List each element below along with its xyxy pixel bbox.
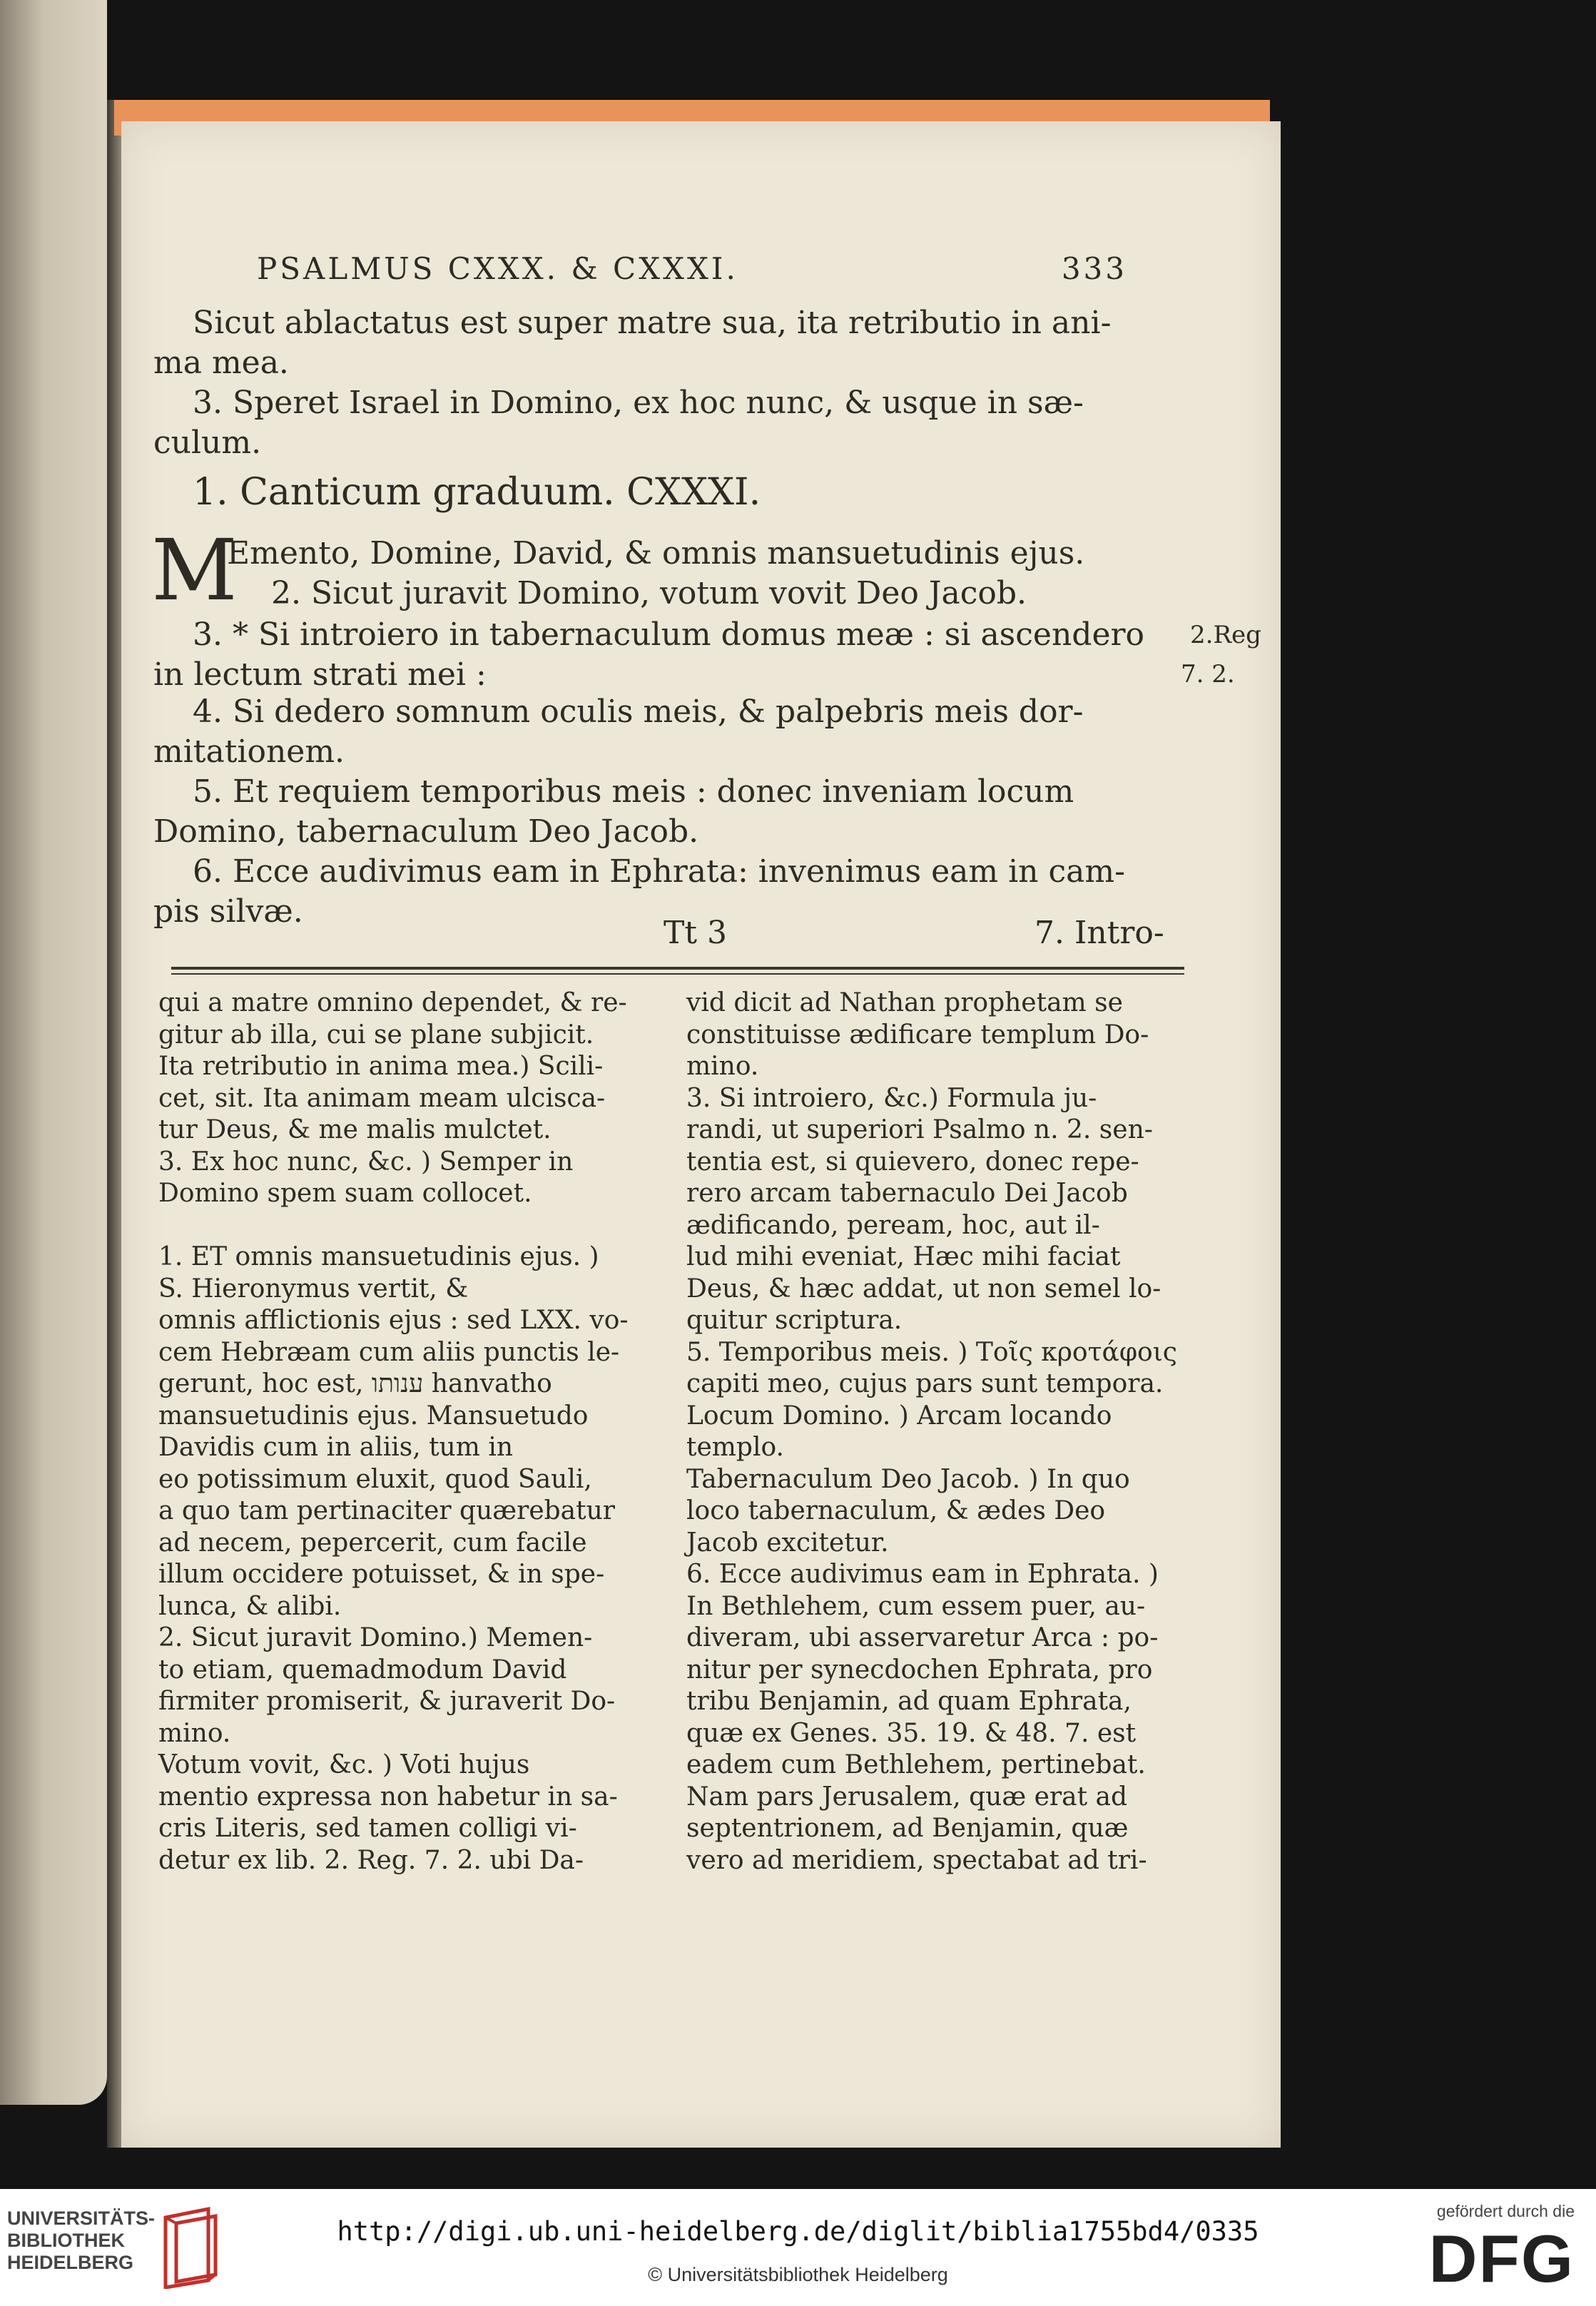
commentary-line: firmiter promiserit, & juraverit Do- xyxy=(158,1687,616,1716)
commentary-line: mino. xyxy=(158,1718,231,1748)
commentary-line: Davidis cum in aliis, tum in xyxy=(158,1433,514,1462)
commentary-line: In Bethlehem, cum essem puer, au- xyxy=(686,1591,1146,1621)
text-line: culum. xyxy=(153,425,262,461)
commentary-line: eo potissimum eluxit, quod Sauli, xyxy=(158,1464,592,1494)
commentary-line: nitur per synecdochen Ephrata, pro xyxy=(686,1655,1153,1685)
commentary-line: Jacob excitetur. xyxy=(686,1528,889,1558)
commentary-line: quæ ex Genes. 35. 19. & 48. 7. est xyxy=(686,1718,1137,1748)
commentary-line: qui a matre omnino dependet, & re- xyxy=(158,988,627,1017)
commentary-line: Deus, & hæc addat, ut non semel lo- xyxy=(686,1274,1162,1304)
commentary-line: Ita retributio in anima mea.) Scili- xyxy=(158,1052,604,1081)
commentary-line: rero arcam tabernaculo Dei Jacob xyxy=(686,1179,1128,1208)
text-line: in lectum strati mei : xyxy=(153,656,487,693)
text-line: ma mea. xyxy=(153,345,289,381)
facing-page-edge xyxy=(0,0,107,2105)
commentary-line: septentrionem, ad Benjamin, quæ xyxy=(686,1814,1129,1843)
text-line: mitationem. xyxy=(153,733,345,770)
commentary-line: templo. xyxy=(686,1433,784,1462)
commentary-line: randi, ut superiori Psalmo n. 2. sen- xyxy=(686,1115,1153,1144)
library-name-line: UNIVERSITÄTS- xyxy=(7,2208,156,2229)
commentary-line: mansuetudinis ejus. Mansuetudo xyxy=(158,1401,589,1431)
commentary-line: 2. Sicut juravit Domino.) Memen- xyxy=(158,1623,593,1652)
commentary-line: a quo tam pertinaciter quærebatur xyxy=(158,1496,616,1525)
library-name-line: HEIDELBERG xyxy=(7,2252,134,2273)
commentary-line: vero ad meridiem, spectabat ad tri- xyxy=(686,1845,1147,1875)
commentary-line: 3. Ex hoc nunc, &c. ) Semper in xyxy=(158,1147,574,1177)
commentary-line: cet, sit. Ita animam meam ulciscа- xyxy=(158,1083,606,1113)
text-line: Sicut ablactatus est super matre sua, ita retributio in ani- xyxy=(193,305,1112,341)
commentary-line: lud mihi eveniat, Hæc mihi faciat xyxy=(686,1242,1121,1271)
catchword: 7. Intro- xyxy=(1035,915,1164,951)
commentary-line: Votum vovit, &c. ) Voti hujus xyxy=(158,1750,530,1779)
permalink[interactable]: http://digi.ub.uni-heidelberg.de/diglit/biblia1755bd4/0335 xyxy=(337,2216,1259,2247)
commentary-line: mentio expressa non habetur in sa- xyxy=(158,1782,618,1812)
commentary-line: tribu Benjamin, ad quam Ephrata, xyxy=(686,1687,1132,1716)
text-line: 3. Speret Israel in Domino, ex hoc nunc, & usque in sæ- xyxy=(193,385,1084,421)
drop-cap: M xyxy=(151,521,238,619)
text-line: Domino, tabernaculum Deo Jacob. xyxy=(153,813,699,850)
commentary-line: Locum Domino. ) Arcam locando xyxy=(686,1401,1112,1431)
commentary-line: mino. xyxy=(686,1052,759,1081)
commentary-line: 5. Temporibus meis. ) Τοῖς κροτάφοις xyxy=(686,1337,1177,1367)
dfg-logo: DFG xyxy=(1428,2221,1575,2296)
commentary-line: tur Deus, & me malis mulctet. xyxy=(158,1115,552,1144)
commentary-line: gerunt, hoc est, ענותו hanvatho xyxy=(158,1369,552,1398)
running-head xyxy=(257,251,1127,286)
commentary-line: cris Literis, sed tamen colligi vi- xyxy=(158,1814,577,1843)
signature-mark: Tt 3 xyxy=(664,915,728,951)
commentary-line: S. Hieronymus vertit, & xyxy=(158,1274,469,1304)
text-line: Emento, Domine, David, & omnis mansuetudinis ejus. xyxy=(227,535,1085,572)
page-number: 333 xyxy=(1061,251,1127,286)
text-line: pis silvæ. xyxy=(153,893,303,930)
psalm-heading: 1. Canticum graduum. CXXXI. xyxy=(193,471,761,514)
text-line: 5. Et requiem temporibus meis : donec inveniam locum xyxy=(193,773,1074,810)
commentary-line: to etiam, quemadmodum David xyxy=(158,1655,567,1685)
divider-rule xyxy=(171,967,1184,970)
commentary-line: tentia est, si quievero, donec repe- xyxy=(686,1147,1139,1177)
commentary-line: constituisse ædificare templum Do- xyxy=(686,1020,1149,1050)
running-head-title: PSALMUS CXXX. & CXXXI. xyxy=(257,251,738,286)
commentary-line: 6. Ecce audivimus eam in Ephrata. ) xyxy=(686,1560,1159,1589)
library-name-line: BIBLIOTHEK xyxy=(7,2230,125,2251)
margin-reference: 2.Reg xyxy=(1190,621,1261,649)
commentary-line: Domino spem suam collocet. xyxy=(158,1179,532,1208)
commentary-line: ædificando, peream, hoc, aut il- xyxy=(686,1210,1100,1240)
commentary-line: Tabernaculum Deo Jacob. ) In quo xyxy=(686,1464,1130,1494)
commentary-line: 3. Si introiero, &c.) Formula ju- xyxy=(686,1083,1097,1113)
commentary-line: ad necem, pepercerit, cum facile xyxy=(158,1528,587,1558)
commentary-line: quitur scriptura. xyxy=(686,1306,903,1335)
commentary-line: cem Hebræam cum aliis punctis le- xyxy=(158,1337,620,1367)
commentary-line: Nam pars Jerusalem, quæ erat ad xyxy=(686,1782,1127,1812)
funder-note: gefördert durch die xyxy=(1436,2202,1575,2220)
viewer-footer xyxy=(0,2189,1596,2306)
text-line: 6. Ecce audivimus eam in Ephrata: invenimus eam in cam- xyxy=(193,853,1125,890)
copyright-notice: © Universitätsbibliothek Heidelberg xyxy=(648,2264,948,2285)
commentary-line: 1. ET omnis mansuetudinis ejus. ) xyxy=(158,1242,599,1271)
text-line: 2. Sicut juravit Domino, votum vovit Deo Jacob. xyxy=(271,575,1027,611)
commentary-line: vid dicit ad Nathan prophetam se xyxy=(686,988,1123,1017)
commentary-line: capiti meo, cujus pars sunt tempora. xyxy=(686,1369,1164,1398)
divider-rule xyxy=(171,973,1184,975)
commentary-line: loco tabernaculum, & ædes Deo xyxy=(686,1496,1106,1525)
commentary-line: detur ex lib. 2. Reg. 7. 2. ubi Da- xyxy=(158,1845,584,1875)
commentary-line: gitur ab illa, cui se plane subjicit. xyxy=(158,1020,594,1050)
commentary-line: illum occidere potuisset, & in spe- xyxy=(158,1560,605,1589)
commentary-line: eadem cum Bethlehem, pertinebat. xyxy=(686,1750,1146,1779)
text-line: 3. * Si introiero in tabernaculum domus meæ : si ascendero xyxy=(193,616,1145,653)
commentary-line: lunca, & alibi. xyxy=(158,1591,342,1621)
margin-reference: 7. 2. xyxy=(1181,660,1235,689)
commentary-line: diveram, ubi asservaretur Arca : po- xyxy=(686,1623,1159,1652)
commentary-line: omnis afflictionis ejus : sed LXX. vo- xyxy=(158,1306,629,1335)
text-line: 4. Si dedero somnum oculis meis, & palpebris meis dor- xyxy=(193,694,1084,730)
